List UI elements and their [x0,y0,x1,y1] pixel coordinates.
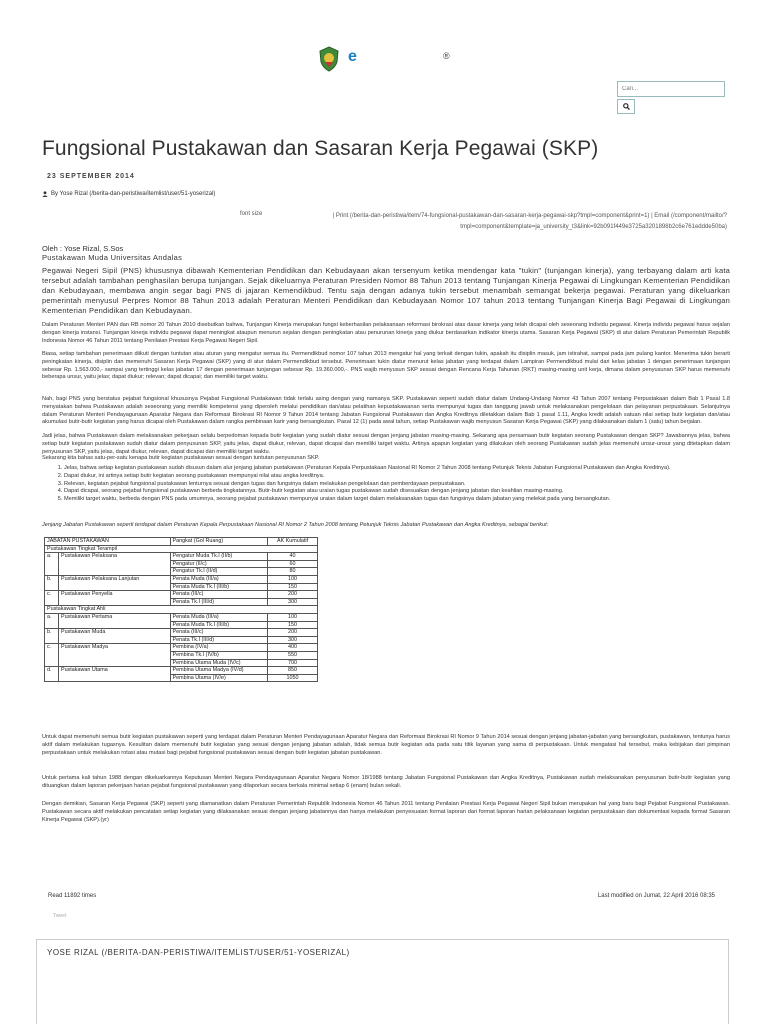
pangkat-cell: Pembina Utama Muda (IV/c) [170,659,268,667]
ak-cell: 850 [268,667,318,675]
page-title: Fungsional Pustakawan dan Sasaran Kerja Pegawai (SKP) [42,137,599,160]
paragraph-1: Dalam Peraturan Menteri PAN dan RB nomor 20 Tahun 2010 disebutkan bahwa, Tunjangan Kinerja merupakan fungsi keberhasilan pelaksanaan reformasi birokrasi atas dasar kinerja yang telah dicapai oleh seseorang individu pegawai. Kinerja individu pegawai harus sejalan dengan kinerja instansi. Tunjangan kinerja individu pegawai dapat meningkat ataupun menurun sejalan dengan peningkatan atau penurunan kinerja yang diukur berdasarkan indikator kinerja utama. Sasaran Kerja Pegawai (SKP) di atur dalam Peraturan Pemerintah Republik Indonesia Nomor 46 Tahun 2011 tentang Penilaian Prestasi Kerja Pegawai Negeri Sipil. [42,322,730,344]
row-number: c. [45,591,59,606]
table-header: JABATAN PUSTAKAWAN [45,538,171,546]
university-crest-icon[interactable] [318,46,340,72]
lead-paragraph: Pegawai Negeri Sipil (PNS) khususnya dibawah Kementerian Pendidikan dan Kebudayaan akan tersenyum ketika mendengar kata "tukin" (tunjangan kinerja), yang terbayang dalam arti kata tersebut adalah tambahan penghasilan berupa tunjangan. Sejak dikeluarnya Peraturan Presiden Nomor 88 Tahun 2013 tentang Tunjangan Kinerja Pegawai di Lingkungan Kementerian Pendidikan dan Kebudayaan, membawa angin segar bagi PNS di jajaran Kemendikbud. Tentu saja dengan adanya tukin tersebut menambah semangat bekerja pegawai. Peraturan yang dikeluarkan pemerintah menyusul Perpres Nomor 88 Tahun 2013 adalah Peraturan Menteri Pendidikan dan Kebudayaan Nomor 107 tahun 2013 tentang Tunjangan Kinerja Bagi Pegawai di Lingkungan Kementerian Pendidikan dan Kebudayaan. [42,266,730,315]
jabatan-cell: Pustakawan Pelaksana Lanjutan [58,575,170,590]
ak-cell: 200 [268,591,318,599]
pangkat-cell: Penata Muda (III/a) [170,613,268,621]
table-group-row [45,606,318,614]
author-byline[interactable] [42,191,215,197]
search-button[interactable] [617,99,635,114]
ak-cell: 100 [268,575,318,583]
ak-cell: 40 [268,553,318,561]
table-group-row [45,545,318,553]
user-icon [42,191,48,197]
jabatan-cell: Pustakawan Penyelia [58,591,170,606]
pangkat-cell: Pembina Utama Madya (IV/d) [170,667,268,675]
row-number: a. [45,613,59,628]
pangkat-cell: Pembina (IV/a) [170,644,268,652]
ak-cell: 200 [268,629,318,637]
pangkat-cell: Pengatur Muda Tk.I (II/b) [170,553,268,561]
table-row [45,591,318,599]
row-number: b. [45,629,59,644]
table-row [45,644,318,652]
last-modified: Last modified on Jumat, 22 April 2016 08:35 [597,893,715,899]
row-number: c. [45,644,59,667]
paragraph-2: Biasa, setiap tambahan penerimaan diikuti dengan tuntutan atau aturan yang mengatur semua itu. Permendikbud nomor 107 tahun 2013 mengatur hal yang terkait dengan tukin, apakah itu disiplin masuk, jam istirahat, sampai pada jam pulang kantor. Menerima tukin berarti peningkatan kinerja, disiplin dan memenuhi Sasaran Kerja Pegawai (SKP) yang di atur dalam Permendikbud tersebut. Penerimaan tukin diatur menurut kelas jabatan yang terdapat dalam Lampiran Permendikbud mulai dari kelas jabatan 1 dengan penerimaan tunjangan sebesar Rp. 1.563.000,- sampai yang tertinggi kelas jabatan 17 dengan penerimaan tunjangan sebesar Rp. 19.360.000,-. PNS wajib menyusun SKP sesuai dengan Rencana Kerja Tahunan (RKT) masing-masing unit kerja, dimana dalam penyusunan SKP harus memenuhi beberapa unsur, yaitu jelas; dapat diukur; relevan; dapat dicapai; dan memiliki target waktu. [42,351,730,381]
search-icon [623,103,630,110]
ak-cell: 150 [268,621,318,629]
row-number: a. [45,553,59,576]
ak-cell: 300 [268,636,318,644]
author-name: Oleh : Yose Rizal, S.Sos [42,244,124,253]
list-item: 5. Memiliki target waktu, berbeda dengan PNS pada umumnya, seorang pejabat pustakawan mempunyai uraian dalam target dalam melaksanakan tugas dan fungsinya dalam jabatan yang melekat pada yang bersangkutan. [64,496,730,504]
pangkat-cell: Pengatur (II/c) [170,560,268,568]
ak-cell: 700 [268,659,318,667]
pangkat-cell: Pengatur Tk.I (II/d) [170,568,268,576]
ak-cell: 1050 [268,674,318,682]
author-box [36,939,729,1024]
byline-text[interactable]: By Yose Rizal (/berita-dan-peristiwa/itemlist/user/51-yoserizal) [51,191,216,197]
author-box-link[interactable]: YOSE RIZAL (/BERITA-DAN-PERISTIWA/ITEMLIST/USER/51-YOSERIZAL) [47,948,350,957]
print-email-links[interactable]: | Print (/berita-dan-peristiwa/item/74-fungsional-pustakawan-dan-sasaran-kerja-pegawai-skp?tmpl=component&print=1) | Email (/component/mailto/?tmpl=component&template=ja_university_t3&link=92b091f449e3725a3201898b2c6e761eddde50ba) [332,213,727,230]
table-row [45,629,318,637]
list-item: 2. Dapat diukur, ini artinya setiap butir kegiatan seorang pustakawan mempunyai nilai atau angka kreditnya. [64,473,730,481]
site-header [0,0,768,125]
ak-cell: 550 [268,651,318,659]
paragraph-3: Nah, bagi PNS yang berstatus pejabat fungsional khususnya Pejabat Fungsional Pustakawan tidak terlalu asing dengan yang namanya SKP. Pustakawan seperti sudah diatur dalam Undang-Undang Nomor 43 Tahun 2007 tentang Perpustakaan dalam Bab 1 Pasal 1.8 menyatakan bahwa Pustakawan adalah seseorang yang memiliki kompetensi yang diperoleh melalui pendidikan dan/atau pelatihan kepustakawanan serta mempunyai tugas dan tanggung jawab untuk melaksanakan pengelolaan dan pelayanan perpustakaan. Selanjutnya dalam Peraturan Menteri Pendayagunaan Aparatur Negara dan Reformasi Birokrasi RI Nomor 9 Tahun 2014 tentang Jabatan Fungsional Pustakawan dan Angka Kreditnya diletakkan dalam Bab 1 pasal 1.11, Angka kredit adalah satuan nilai setiap butir kegiatan dan/atau akumulasi butir-butir kegiatan yang harus dicapai oleh Pustakawan dalam rangka pembinaan karir yang bersangkutan. Pasal 12 (1) pada awal tahun, setiap Pustakawan wajib menyusun Sasaran Kerja Pegawai (SKP) yang dilaksanakan dalam 1 (satu) tahun berjalan. [42,396,730,426]
row-number: b. [45,575,59,590]
pangkat-cell: Penata Tk.I (III/d) [170,636,268,644]
list-item: 3. Relevan, kegiatan pejabat fungsional pustakawan lenturnya sesuai dengan tugas dan fungsinya dalam melakukan pengelolaan dan pemberdayaan perpustakaan. [64,481,730,489]
search-input[interactable] [617,81,725,97]
ak-cell: 80 [268,568,318,576]
ak-cell: 60 [268,560,318,568]
row-number: d. [45,667,59,682]
ak-cell: 100 [268,613,318,621]
paragraph-6: Jenjang Jabatan Pustakawan seperti terdapat dalam Peraturan Kepala Perpustakaan Nasional RI Nomor 2 Tahun 2008 tentang Petunjuk Teknis Jabatan Pustakawan dan Angka Kreditnya, sebagai berikut: [42,522,549,528]
tweet-button[interactable]: Tweet [53,913,67,919]
terampil-rows [45,553,318,606]
registered-mark: ® [443,51,450,61]
jabatan-cell: Pustakawan Muda [58,629,170,644]
author-position: Pustakawan Muda Universitas Andalas [42,253,183,262]
pangkat-cell: Penata Muda Tk.I (III/b) [170,621,268,629]
jabatan-table [44,537,318,682]
group-label: Pustakawan Tingkat Terampil [45,545,318,553]
ak-cell: 300 [268,598,318,606]
list-item: 4. Dapat dicapai, seorang pejabat fungsional pustakawan berbeda tingkatannya. Butir-butir kegiatan atau uraian tugas pustakawan sudah disesuaikan dengan jenjang jabatan dan keahlian masing-masing. [64,488,730,496]
paragraph-9: Dengan demikian, Sasaran Kerja Pegawai (SKP) seperti yang diamanatkan dalam Peraturan Pemerintah Republik Indonesia Nomor 46 Tahun 2011 tentang Penilaian Prestasi Kerja Pegawai Negeri Sipil bukan merupakan hal yang baru bagi Pejabat Fungsional Pustakawan. Pustakawan secara aktif melakukan pencatatan setiap kegiatan yang dilaksanakan sesuai dengan jenjang jabatannya dan hanya melakukan penyesuaian format laporan dari format laporan harian pelaksanaan kegiatan perpustakaan dan dokumentasi kepada format Sasaran Kinerja Pegawai (SKP).(yr) [42,801,730,823]
table-row [45,667,318,675]
table-row [45,553,318,561]
jabatan-cell: Pustakawan Utama [58,667,170,682]
table-header: Pangkat (Gol Ruang) [170,538,268,546]
jabatan-cell: Pustakawan Pelaksana [58,553,170,576]
jabatan-cell: Pustakawan Pertama [58,613,170,628]
paragraph-5: Sekarang kita bahas satu-per-satu kenapa butir kegiatan pustakawan sesuai dengan tuntutan penyusunan SKP. [42,455,320,461]
group-label: Pustakawan Tingkat Ahli [45,606,318,614]
pangkat-cell: Pembina Tk.I (IV/b) [170,651,268,659]
ak-cell: 400 [268,644,318,652]
read-count: Read 11892 times [48,893,97,899]
table-row [45,613,318,621]
font-size-tool[interactable]: font size [240,211,263,217]
publish-date: 23 SEPTEMBER 2014 [47,173,135,180]
table-header-row [45,538,318,546]
pangkat-cell: Penata (III/c) [170,591,268,599]
site-logo-letter[interactable]: e [348,48,357,65]
ahli-rows [45,613,318,681]
list-item: 1. Jelas, bahwa setiap kegiatan pustakawan sudah disusun dalam alur jenjang jabatan pustakawan (Peraturan Kepala Perpustakaan Nasional RI Nomor 2 Tahun 2008 tentang Petunjuk Teknis Jabatan Fungsional Pustakawan dan Angka Kreditnya). [64,465,730,473]
paragraph-7: Untuk dapat memenuhi semua butir kegiatan pustakawan seperti yang terdapat dalam Peraturan Menteri Pendayagunaan Aparatur Negara dan Reformasi Birokrasi RI Nomor 9 Tahun 2014 sesuai dengan jenjang jabatan-jabatan yang bersangkutan, pustakawan, tentunya harus aktif dalam melakukan tugasnya. Kesulitan dalam memenuhi butir kegiatan yang sesuai dengan jenjang jabatan adalah, tidak semua butir kegiatan ada pada satu titik layanan yang sama di perpustakaan. Untuk mengatasi hal tersebut, maka kebijakan dari pimpinan perpustakaan untuk melakukan rotasi atau mutasi bagi pejabat fungsional pustakawan sesuai dengan butir kegiatan jabatan pustakawan. [42,734,730,756]
pangkat-cell: Pembina Utama (IV/e) [170,674,268,682]
paragraph-4: Jadi jelas, bahwa Pustakawan dalam melaksanakan pekerjaan selalu berpedoman kepada butir kegiatan yang sudah diatur sesuai dengan jenjang jabatan masing-masing. Sekarang apa persamaan butir kegiatan seorang Pustakawan dengan SKP? Jawabannya jelas, bahwa setiap butir kegiatan pustakawan sudah diatur dalam penyusunan SKP, yaitu jelas, dapat diukur, relevan, dapat dicapai dan memiliki target waktu. Artinya apapun kegiatan yang dilakukan oleh seorang Pustakawan sudah jelas memenuhi unsur-unsur yang ditetapkan dalam penyusunan SKP, yaitu jelas, dapat diukur, relevan, dapat dicapai dan memiliki target waktu. [42,433,730,455]
pangkat-cell: Penata Muda (III/a) [170,575,268,583]
table-header: AK Kumulatif [268,538,318,546]
pangkat-cell: Penata (III/c) [170,629,268,637]
criteria-list [42,465,730,504]
pangkat-cell: Penata Tk.I (III/d) [170,598,268,606]
table-row [45,575,318,583]
paragraph-8: Untuk pertama kali tahun 1988 dengan dikeluarkannya Keputusan Menteri Negara Pendayagunaan Aparatur Negara Nomor 18/1988 tentang Jabatan Fungsional Pustakawan dan Angka Kreditnya, Pustakawan sudah melaksanakan penyusunan butir-butir kegiatan yang dituangkan dalam laporan pekerjaan harian pejabat fungsional pustakawan yang dilaporkan secara berkala minimal setiap 6 (enam) bulan sekali. [42,775,730,789]
jabatan-cell: Pustakawan Madya [58,644,170,667]
ak-cell: 150 [268,583,318,591]
pangkat-cell: Penata Muda Tk.I (III/b) [170,583,268,591]
